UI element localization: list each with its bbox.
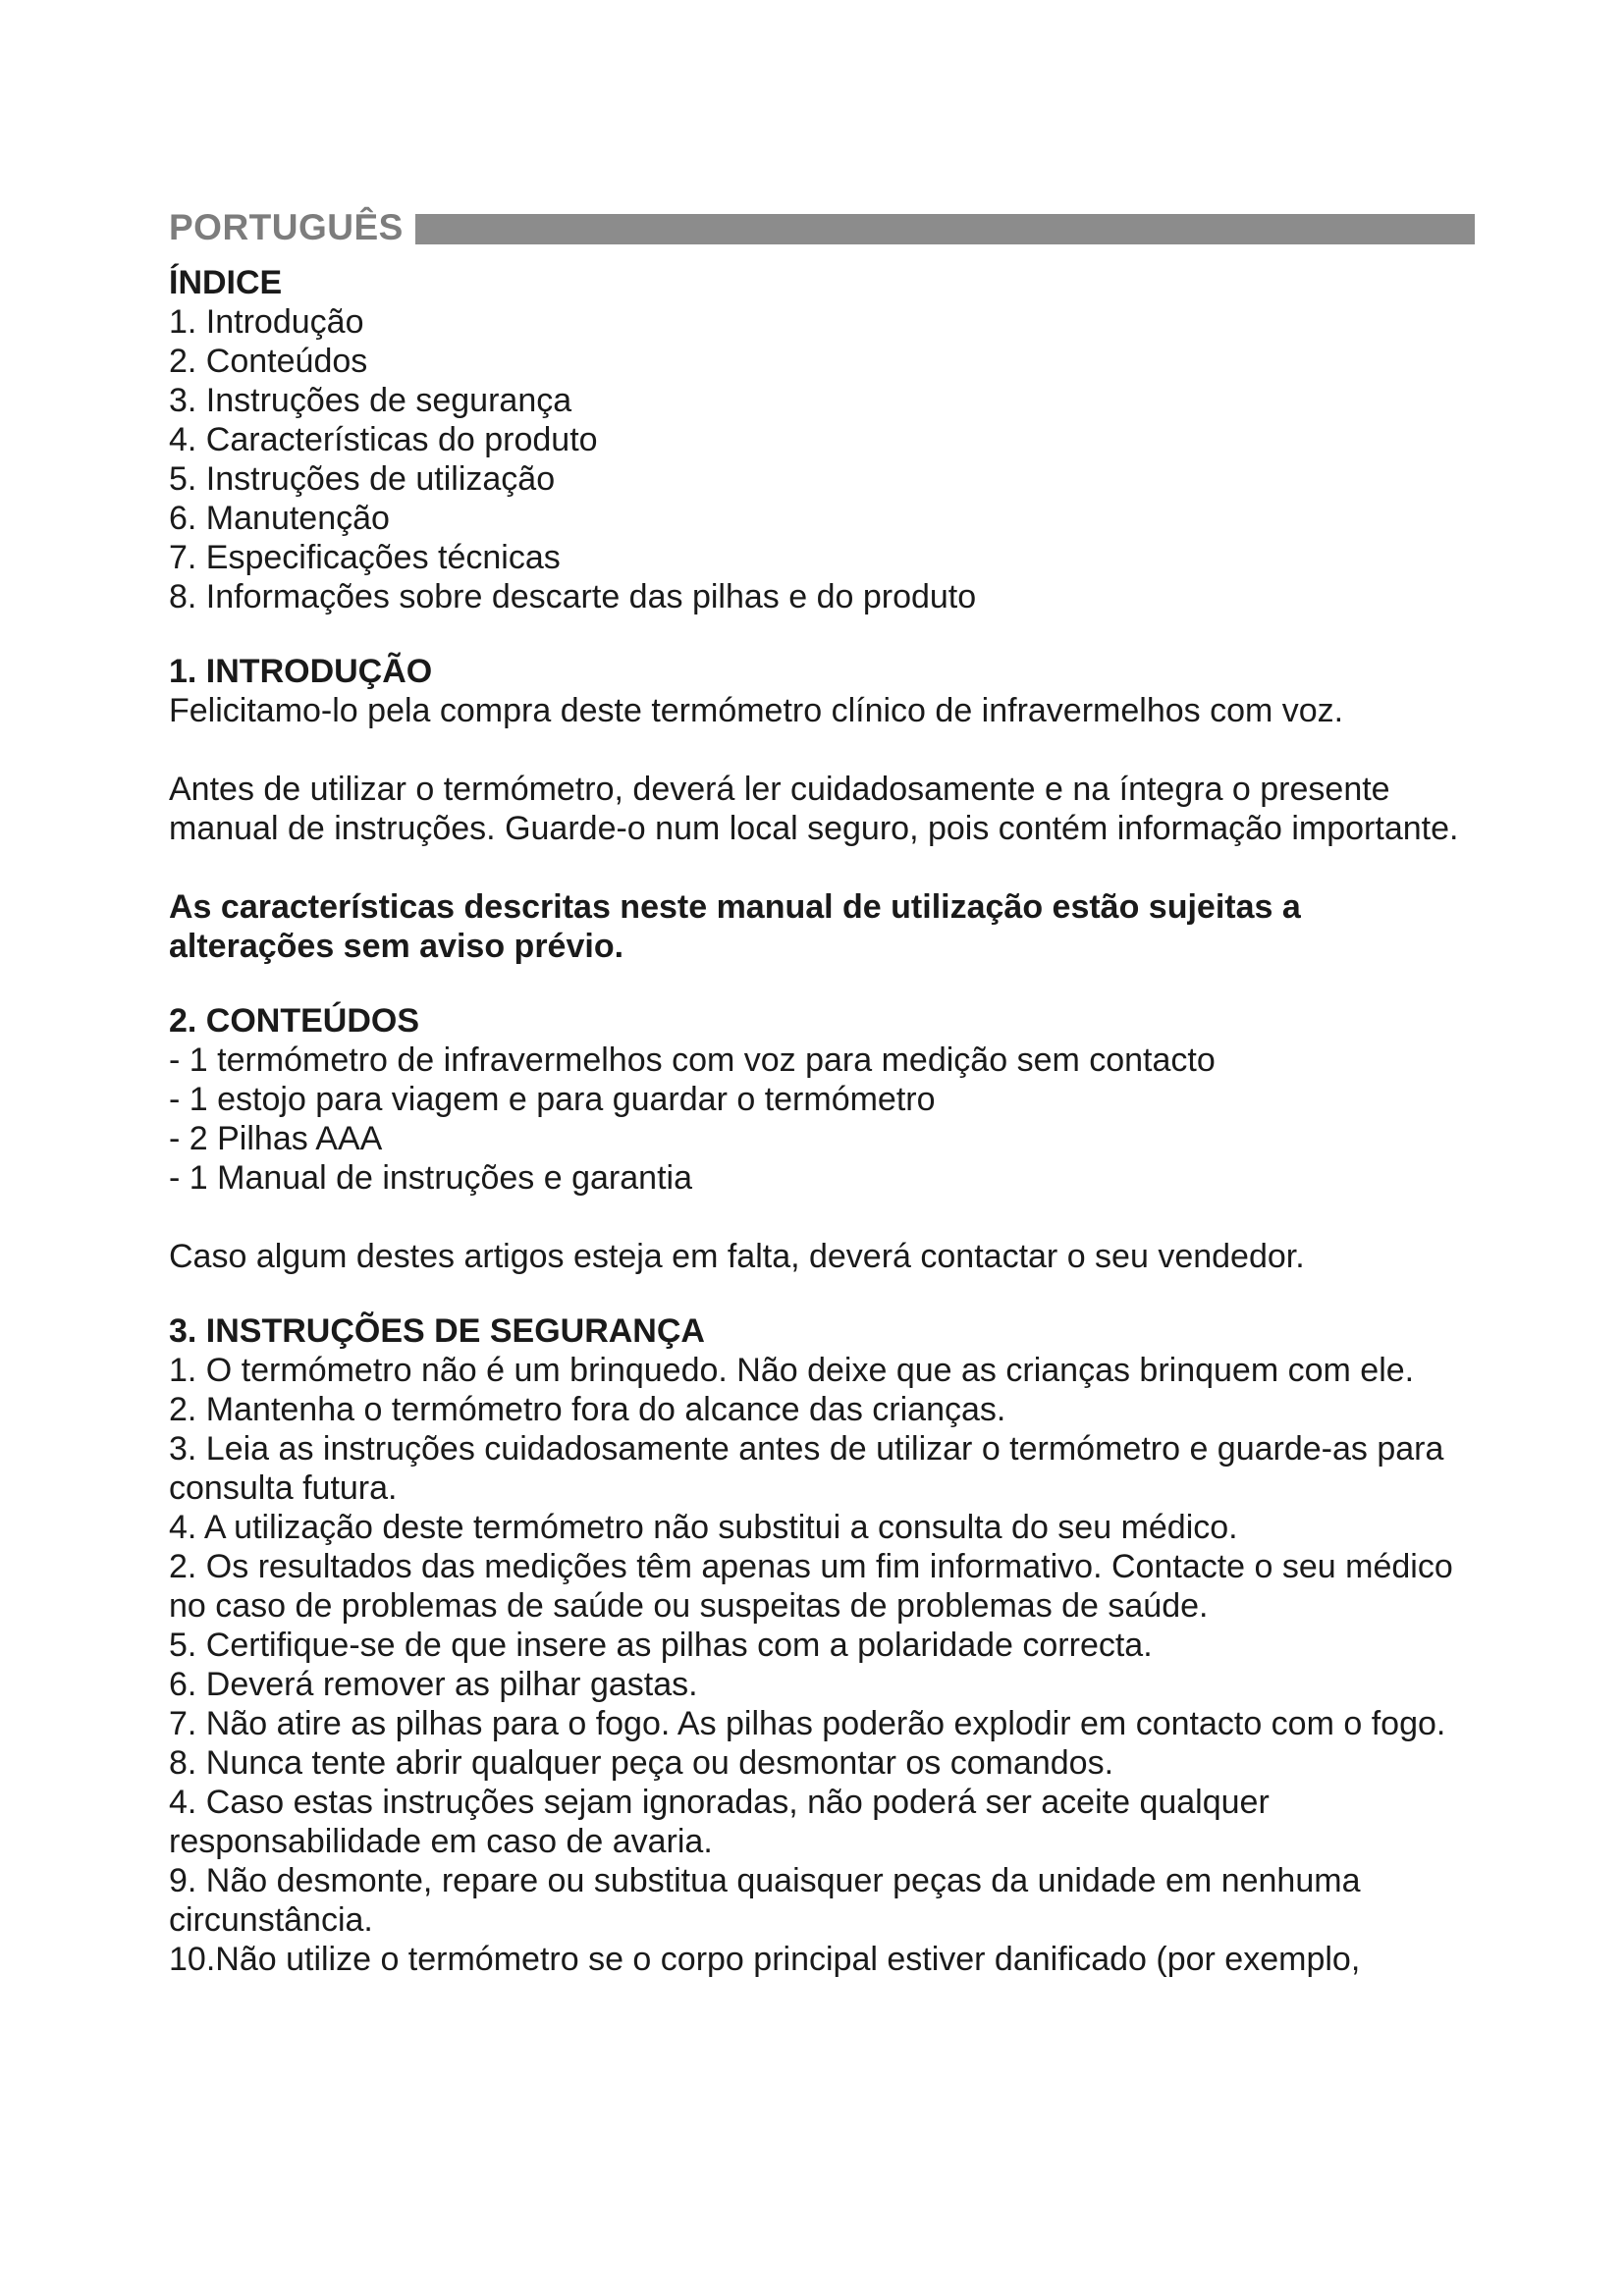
safety-item: 1. O termómetro não é um brinquedo. Não deixe que as crianças brinquem com ele. xyxy=(169,1352,1415,1389)
section-introduction xyxy=(169,652,1475,966)
contents-item: - 1 termómetro de infravermelhos com voz para medição sem contacto xyxy=(169,1041,1216,1079)
section-title-safety: 3. INSTRUÇÕES DE SEGURANÇA xyxy=(169,1312,705,1350)
document-page xyxy=(169,204,1475,1979)
toc-item: 6. Manutenção xyxy=(169,500,390,537)
safety-item: 8. Nunca tente abrir qualquer peça ou desmontar os comandos. xyxy=(169,1744,1114,1782)
safety-item: 3. Leia as instruções cuidadosamente antes de utilizar o termómetro e guarde-as para consulta futura. xyxy=(169,1430,1444,1507)
safety-item: 10.Não utilize o termómetro se o corpo principal estiver danificado (por exemplo, xyxy=(169,1941,1361,1978)
contents-note: Caso algum destes artigos esteja em falta, deverá contactar o seu vendedor. xyxy=(169,1238,1305,1275)
toc-item: 2. Conteúdos xyxy=(169,343,368,380)
safety-item: 4. A utilização deste termómetro não substitui a consulta do seu médico. xyxy=(169,1509,1238,1546)
safety-item: 9. Não desmonte, repare ou substitua quaisquer peças da unidade em nenhuma circunstância. xyxy=(169,1862,1361,1939)
safety-item: 2. Mantenha o termómetro fora do alcance das crianças. xyxy=(169,1391,1006,1428)
safety-item: 2. Os resultados das medições têm apenas um fim informativo. Contacte o seu médico no caso de problemas de saúde ou suspeitas de problemas de saúde. xyxy=(169,1548,1453,1625)
section-safety xyxy=(169,1311,1475,1979)
intro-text: Felicitamo-lo pela compra deste termómetro clínico de infravermelhos com voz. xyxy=(169,692,1344,729)
safety-item: 6. Deverá remover as pilhar gastas. xyxy=(169,1666,698,1703)
header-bar xyxy=(415,214,1475,244)
toc-item: 1. Introdução xyxy=(169,303,364,341)
toc-item: 4. Características do produto xyxy=(169,421,598,458)
toc-item: 5. Instruções de utilização xyxy=(169,460,556,498)
intro-paragraph: Antes de utilizar o termómetro, deverá ler cuidadosamente e na íntegra o presente manual de instruções. Guarde-o num local seguro, pois contém informação importante. xyxy=(169,771,1459,847)
toc-item: 8. Informações sobre descarte das pilhas e do produto xyxy=(169,578,977,615)
toc-title: ÍNDICE xyxy=(169,264,283,301)
table-of-contents xyxy=(169,263,1475,616)
toc-item: 3. Instruções de segurança xyxy=(169,382,572,419)
section-contents xyxy=(169,1001,1475,1276)
contents-item: - 2 Pilhas AAA xyxy=(169,1120,383,1157)
section-title-introduction: 1. INTRODUÇÃO xyxy=(169,653,433,690)
contents-item: - 1 Manual de instruções e garantia xyxy=(169,1159,692,1197)
safety-item: 7. Não atire as pilhas para o fogo. As pilhas poderão explodir em contacto com o fogo. xyxy=(169,1705,1446,1742)
section-title-contents: 2. CONTEÚDOS xyxy=(169,1002,420,1040)
toc-item: 7. Especificações técnicas xyxy=(169,539,561,576)
contents-item: - 1 estojo para viagem e para guardar o termómetro xyxy=(169,1081,936,1118)
safety-item: 4. Caso estas instruções sejam ignoradas, não poderá ser aceite qualquer responsabilidade em caso de avaria. xyxy=(169,1784,1270,1860)
language-title: PORTUGUÊS xyxy=(169,207,404,247)
safety-item: 5. Certifique-se de que insere as pilhas com a polaridade correcta. xyxy=(169,1627,1153,1664)
language-header xyxy=(169,204,1475,251)
notice-text: As características descritas neste manual de utilização estão sujeitas a alterações sem aviso prévio. xyxy=(169,888,1301,965)
